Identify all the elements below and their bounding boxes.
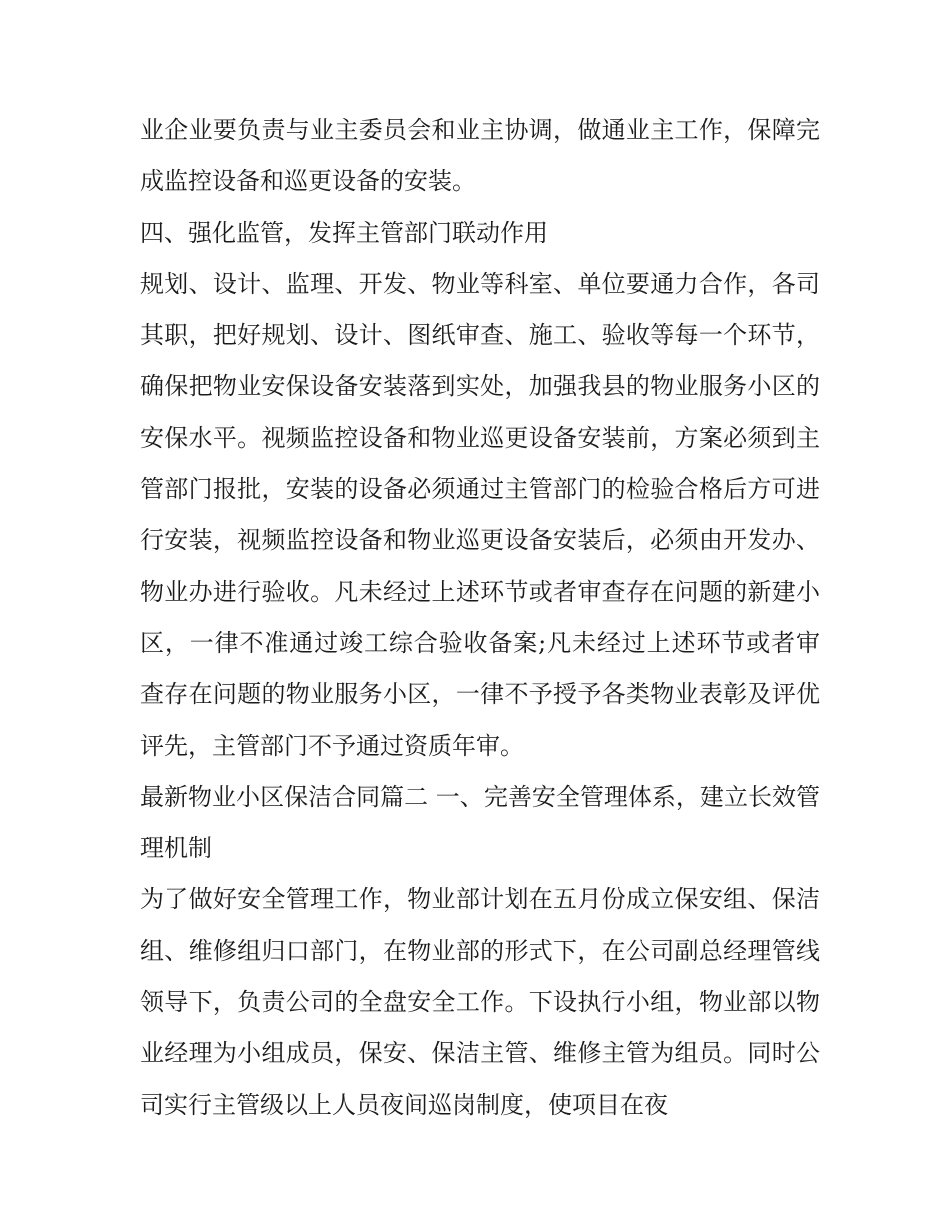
- section-heading-contract-two: 最新物业小区保洁合同篇二 一、完善安全管理体系，建立长效管理机制: [140, 782, 820, 863]
- section-heading-four: 四、强化监管，发挥主管部门联动作用: [140, 218, 548, 247]
- paragraph-safety-management: 为了做好安全管理工作，物业部计划在五月份成立保安组、保洁组、维修组归口部门，在物业部的形式下，在公司副总经理管线领导下，负责公司的全盘安全工作。下设执行小组，物业部以物业经理为小组成员，保安、保洁主管、维修主管为组员。同时公司实行主管级以上人员夜间巡岗制度，使项目在夜: [140, 885, 820, 1119]
- body-text: [140, 105, 820, 1131]
- paragraph-continuation: 业企业要负责与业主委员会和业主协调，做通业主工作，保障完成监控设备和巡更设备的安装。: [140, 116, 820, 196]
- paragraph-supervision: 规划、设计、监理、开发、物业等科室、单位要通力合作，各司其职，把好规划、设计、图纸审查、施工、验收等每一个环节，确保把物业安保设备安装落到实处，加强我县的物业服务小区的安保水平。视频监控设备和物业巡更设备安装前，方案必须到主管部门报批，安装的设备必须通过主管部门的检验合格后方可进行安装，视频监控设备和物业巡更设备安装后，必须由开发办、物业办进行验收。凡未经过上述环节或者审查存在问题的新建小区，一律不准通过竣工综合验收备案;凡未经过上述环节或者审查存在问题的物业服务小区，一律不予授予各类物业表彰及评优评先，主管部门不予通过资质年审。: [140, 269, 820, 760]
